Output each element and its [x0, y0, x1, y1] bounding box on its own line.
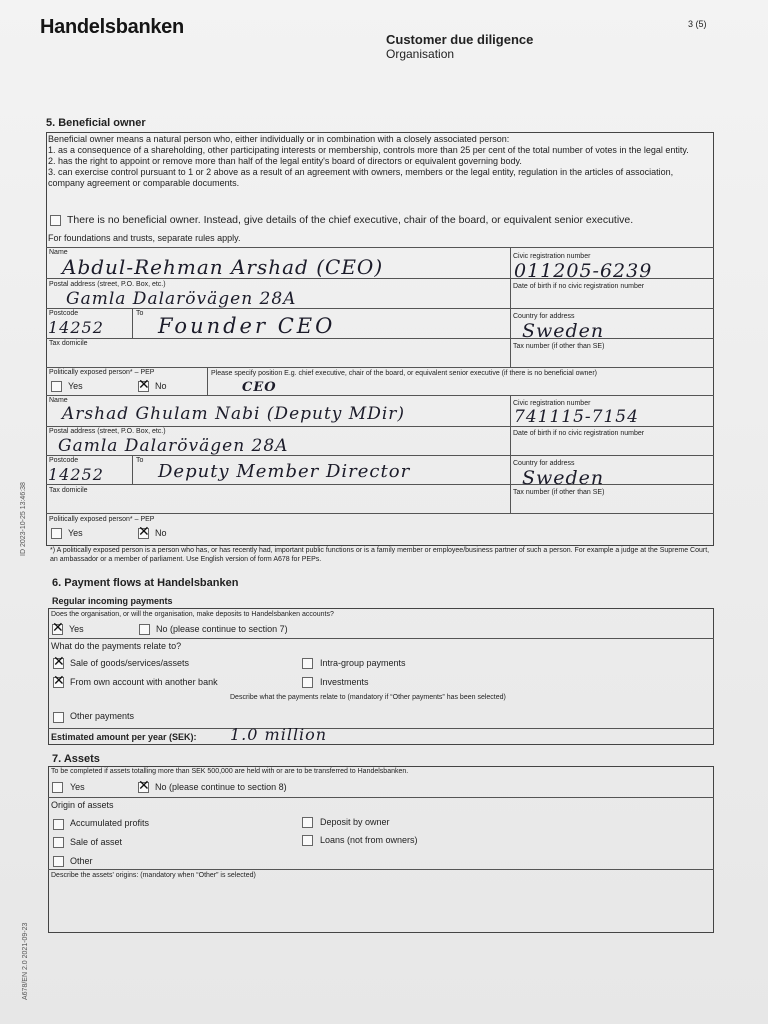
describe-payments-label: Describe what the payments relate to (mandatory if “Other payments” has been selected): [230, 694, 506, 701]
describe-assets-label: Describe the assets' origins: (mandatory when “Other” is selected): [51, 872, 256, 879]
sale-of-asset-label: Sale of asset: [70, 837, 123, 847]
p2-pep-no-label: No: [155, 528, 167, 538]
document-id-stamp: ID 2023-10-25 13:46:38: [20, 482, 27, 556]
pep-footnote: *) A politically exposed person is a person who has, or has recently had, important public functions or is a family member or employee/business partner of such a person. For example a judge at the Supreme Court, an ambassador or a member of parliament. Use English version of form A678 for PEPs.: [50, 547, 710, 563]
p2-name-value[interactable]: Arshad Ghulam Nabi (Deputy MDir): [62, 404, 406, 424]
assets-no-label: No (please continue to section 8): [155, 782, 287, 792]
p2-country-label: Country for address: [513, 460, 575, 467]
p2-town-value[interactable]: Deputy Member Director: [158, 461, 411, 482]
intra-group-checkbox[interactable]: [302, 658, 313, 669]
specify-position-label: Please specify position E.g. chief executive, chair of the board, or equivalent senior executive (if there is no beneficial owner): [211, 370, 597, 377]
origin-of-assets-label: Origin of assets: [51, 800, 114, 810]
p2-to-label: To: [136, 457, 144, 464]
p2-address-value[interactable]: Gamla Dalarövägen 28A: [58, 436, 289, 456]
p2-postcode-label: Postcode: [49, 457, 79, 464]
sale-goods-label: Sale of goods/services/assets: [70, 658, 190, 668]
foundations-note: For foundations and trusts, separate rules apply.: [48, 233, 241, 243]
p1-name-value[interactable]: Abdul-Rehman Arshad (CEO): [62, 255, 384, 279]
accumulated-profits-checkbox[interactable]: [53, 819, 64, 830]
definition-point-2: 2. has the right to appoint or remove more than half of the legal entity's board of directors or equivalent governing body.: [48, 156, 522, 166]
no-beneficial-owner-checkbox[interactable]: [50, 215, 61, 226]
own-account-label: From own account with another bank: [70, 677, 218, 687]
p1-postal-label: Postal address (street, P.O. Box, etc.): [49, 281, 166, 288]
p1-pep-no-label: No: [155, 381, 167, 391]
p2-pep-yes-checkbox[interactable]: [51, 528, 62, 539]
other-payments-checkbox[interactable]: [53, 712, 64, 723]
p1-country-label: Country for address: [513, 313, 575, 320]
section-6-subtitle: Regular incoming payments: [52, 596, 173, 606]
p1-pep-yes-label: Yes: [68, 381, 83, 391]
own-account-checkbox[interactable]: [53, 677, 64, 688]
sale-goods-checkbox[interactable]: [53, 658, 64, 669]
deposit-by-owner-checkbox[interactable]: [302, 817, 313, 828]
p2-civic-value[interactable]: 741115-7154: [514, 407, 639, 427]
assets-yes-checkbox[interactable]: [52, 782, 63, 793]
other-assets-checkbox[interactable]: [53, 856, 64, 867]
p2-tax-number-label: Tax number (if other than SE): [513, 489, 605, 496]
p2-postal-label: Postal address (street, P.O. Box, etc.): [49, 428, 166, 435]
p1-civic-label: Civic registration number: [513, 253, 591, 260]
beneficial-owner-definition: [48, 134, 712, 189]
p2-postcode-value[interactable]: 14252: [48, 465, 104, 484]
payments-relate-question: What do the payments relate to?: [51, 641, 182, 651]
p1-postcode-value[interactable]: 14252: [48, 318, 104, 337]
intra-group-label: Intra-group payments: [320, 658, 406, 668]
p2-dob-label: Date of birth if no civic registration number: [513, 430, 645, 437]
bank-logo: Handelsbanken: [40, 16, 184, 38]
investments-label: Investments: [320, 677, 369, 687]
deposits-yes-label: Yes: [69, 624, 84, 634]
no-beneficial-owner-label: There is no beneficial owner. Instead, give details of the chief executive, chair of the board, or equivalent senior executive.: [67, 214, 634, 226]
position-value[interactable]: CEO: [242, 380, 277, 395]
section-7-title: 7. Assets: [52, 753, 100, 765]
p2-pep-no-checkbox[interactable]: [138, 528, 149, 539]
p1-postcode-label: Postcode: [49, 310, 79, 317]
deposits-no-checkbox[interactable]: [139, 624, 150, 635]
loans-checkbox[interactable]: [302, 835, 313, 846]
deposits-yes-checkbox[interactable]: [52, 624, 63, 635]
definition-intro: Beneficial owner means a natural person who, either individually or in combination with a closely associated person:: [48, 134, 510, 144]
other-payments-label: Other payments: [70, 711, 135, 721]
definition-point-1: 1. as a consequence of a shareholding, other participating interests or membership, controls more than 25 per cent of the total number of votes in the legal entity.: [48, 145, 689, 155]
document-title: Customer due diligence: [386, 32, 534, 47]
assets-no-checkbox[interactable]: [138, 782, 149, 793]
p2-pep-label: Politically exposed person* – PEP: [49, 516, 155, 523]
estimated-amount-value[interactable]: 1.0 million: [230, 725, 328, 744]
section-6-title: 6. Payment flows at Handelsbanken: [52, 577, 239, 589]
deposit-by-owner-label: Deposit by owner: [320, 817, 390, 827]
p2-tax-domicile-label: Tax domicile: [49, 487, 88, 494]
p1-tax-number-label: Tax number (if other than SE): [513, 343, 605, 350]
p1-pep-no-checkbox[interactable]: [138, 381, 149, 392]
p1-civic-value[interactable]: 011205-6239: [514, 260, 653, 282]
assets-yes-label: Yes: [70, 782, 85, 792]
investments-checkbox[interactable]: [302, 677, 313, 688]
p1-to-label: To: [136, 310, 144, 317]
other-assets-label: Other: [70, 856, 93, 866]
p1-pep-yes-checkbox[interactable]: [51, 381, 62, 392]
deposits-no-label: No (please continue to section 7): [156, 624, 288, 634]
p1-address-value[interactable]: Gamla Dalarövägen 28A: [66, 289, 297, 309]
sale-of-asset-checkbox[interactable]: [53, 837, 64, 848]
p1-town-value[interactable]: Founder CEO: [158, 314, 336, 338]
assets-instruction: To be completed if assets totalling more than SEK 500,000 are held with or are to be transferred to Handelsbanken.: [51, 768, 409, 775]
describe-assets-field[interactable]: [50, 882, 712, 930]
accumulated-profits-label: Accumulated profits: [70, 818, 150, 828]
p2-country-value[interactable]: Sweden: [522, 467, 605, 489]
page-number: 3 (5): [688, 19, 707, 29]
deposits-question: Does the organisation, or will the organisation, make deposits to Handelsbanken accounts?: [51, 611, 334, 618]
p1-name-label: Name: [49, 249, 68, 256]
p1-tax-domicile-label: Tax domicile: [49, 340, 88, 347]
form-code: A678/EN 2.0 2021-09-23: [22, 922, 29, 1000]
p1-country-value[interactable]: Sweden: [522, 320, 605, 342]
p1-dob-label: Date of birth if no civic registration number: [513, 283, 645, 290]
estimated-amount-label: Estimated amount per year (SEK):: [51, 732, 197, 742]
loans-label: Loans (not from owners): [320, 835, 418, 845]
p2-name-label: Name: [49, 397, 68, 404]
document-subtitle: Organisation: [386, 47, 455, 61]
definition-point-3: 3. can exercise control pursuant to 1 or 2 above as a result of an agreement with owners, members or the legal entity, regulation in the articles of association, company agreement or comparable documents.: [48, 167, 674, 188]
p1-pep-label: Politically exposed person* – PEP: [49, 369, 155, 376]
p2-pep-yes-label: Yes: [68, 528, 83, 538]
p2-civic-label: Civic registration number: [513, 400, 591, 407]
section-5-title: 5. Beneficial owner: [46, 117, 146, 129]
